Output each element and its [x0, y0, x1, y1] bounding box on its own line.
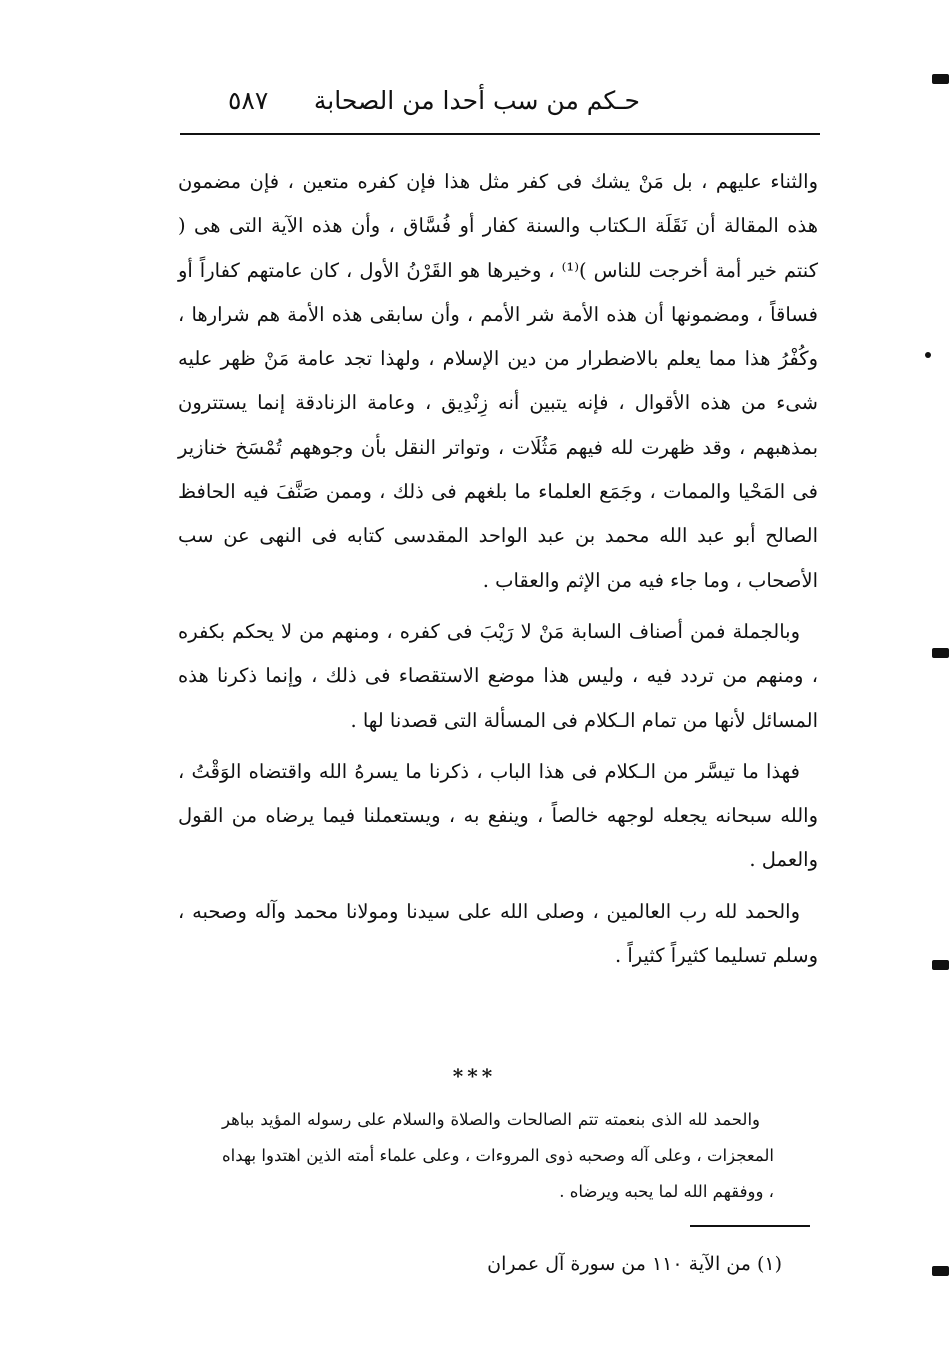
closing-text: والحمد لله الذى بنعمته تتم الصالحات والصلاة والسلام على رسوله المؤيد بباهر المعجزات ، وعلى آله وصحبه ذوى المروءات ، وعلى علماء أمته الذين اهتدوا بهداه ، ووفقهم الله لما يحبه ويرضاه . — [222, 1110, 774, 1201]
footnote-rule — [690, 1225, 810, 1227]
page-header — [180, 80, 820, 130]
footnote: (١) من الآية ١١٠ من سورة آل عمران — [487, 1253, 782, 1275]
paragraph-3: فهذا ما تيسَّر من الـكلام فى هذا الباب ، ذكرنا ما يسرهُ الله واقتضاه الوَقْتُ ، والله سبحانه يجعله لوجهه خالصاً ، وينفع به ، ويستعملنا فيما يرضاه من القول والعمل . — [178, 759, 818, 872]
scan-edge-mark — [932, 74, 949, 84]
scan-edge-mark — [932, 1266, 949, 1276]
closing-prayer — [222, 1102, 774, 1210]
main-text — [178, 160, 818, 985]
paragraph-1: والثناء عليهم ، بل مَنْ يشك فى كفر مثل هذا فإن كفره متعين ، فإن مضمون هذه المقالة أن نَقَلَة الـكتاب والسنة كفار أو فُسَّاق ، وأن هذه الآية التى هى ( كنتم خير أمة أخرجت للناس )⁽¹⁾ ، وخيرها هو القَرْنُ الأول ، كان عامتهم كفاراً أو فساقاً ، ومضمونها أن هذه الأمة شر الأمم ، وأن سابقى هذه الأمة هم شرارها ، وكُفْرُ هذا مما يعلم بالاضطرار من دين الإسلام ، ولهذا تجد عامة مَنْ ظهر عليه شىء من هذه الأقوال ، فإنه يتبين أنه زِنْدِيق ، وعامة الزنادقة إنما يستترون بمذهبهم ، وقد ظهرت لله فيهم مَثُلَات ، وتواتر النقل بأن وجوههم تُمْسَخ خنازير فى المَحْيا والممات ، وجَمَع العلماء ما بلغهم فى ذلك ، وممن صَنَّفَ فيه الحافظ الصالح أبو عبد الله محمد بن عبد الواحد المقدسى كتابه فى النهى عن سب الأصحاب ، وما جاء فيه من الإثم والعقاب . — [178, 170, 818, 592]
section-separator: *** — [452, 1064, 497, 1088]
running-title: حـكم من سب أحدا من الصحابة — [313, 86, 640, 115]
paragraph-4: والحمد لله رب العالمين ، وصلى الله على سيدنا ومولانا محمد وآله وصحبه ، وسلم تسليما كثيراً كثيراً . — [178, 899, 818, 968]
scan-dot-mark — [925, 352, 931, 358]
paragraph-2: وبالجملة فمن أصناف السابة مَنْ لا رَيْبَ فى كفره ، ومنهم من لا يحكم بكفره ، ومنهم من تردد فيه ، وليس هذا موضع الاستقصاء فى ذلك ، وإنما ذكرنا هذه المسائل لأنها من تمام الـكلام فى المسألة التى قصدنا لها . — [178, 619, 818, 732]
scan-edge-mark — [932, 960, 949, 970]
scan-edge-mark — [932, 648, 949, 658]
header-rule — [180, 133, 820, 135]
page-number: ٥٨٧ — [228, 86, 269, 115]
